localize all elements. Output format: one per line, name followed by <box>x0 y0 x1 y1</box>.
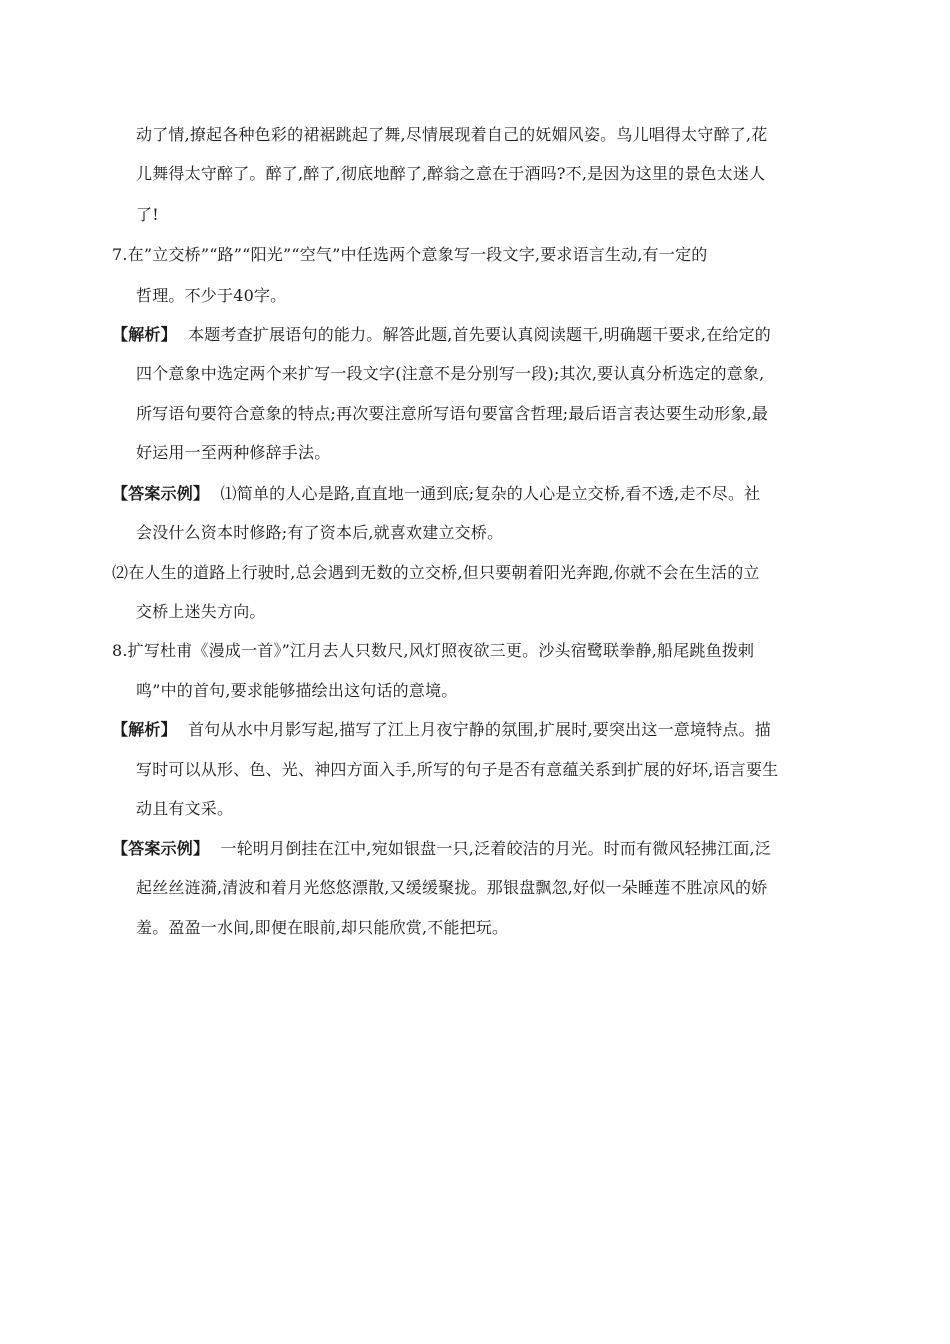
question-7-line-2: 哲理。不少于40字。 <box>136 286 287 305</box>
question-7-answer-line-3: ⑵在人生的道路上行驶时,总会遇到无数的立交桥,但只要朝着阳光奔跑,你就不会在生活的立 <box>112 563 760 582</box>
question-8-answer-first-line <box>112 839 771 859</box>
question-7-answer-line-4: 交桥上迷失方向。 <box>136 602 266 621</box>
continuation-line-2: 儿舞得太守醉了。醉了,醉了,彻底地醉了,醉翁之意在于酒吗?不,是因为这里的景色太迷人 <box>136 164 766 183</box>
question-8-analysis-line-3: 动且有文采。 <box>136 799 234 818</box>
question-8-answer-line-3: 羞。盈盈一水间,即便在眼前,却只能欣赏,不能把玩。 <box>136 918 509 937</box>
analysis-tag: 【解析】 <box>112 325 177 344</box>
question-7-analysis-line-3: 所写语句要符合意象的特点;再次要注意所写语句要富含哲理;最后语言表达要生动形象,最 <box>136 404 769 423</box>
question-7-analysis-first-line <box>112 325 771 345</box>
question-8-analysis-line-2: 写时可以从形、色、光、神四方面入手,所写的句子是否有意蕴关系到扩展的好坏,语言要生 <box>136 760 779 779</box>
question-8-answer-line-2: 起丝丝涟漪,清波和着月光悠悠漂散,又缓缓聚拢。那银盘飘忽,好似一朵睡莲不胜凉风的娇 <box>136 878 768 897</box>
continuation-line-3: 了! <box>136 205 159 224</box>
question-7-analysis-line-2: 四个意象中选定两个来扩写一段文字(注意不是分别写一段);其次,要认真分析选定的意象, <box>136 364 765 383</box>
question-8-line-2: 鸣”中的首句,要求能够描绘出这句话的意境。 <box>136 681 458 700</box>
analysis-text: 首句从水中月影写起,描写了江上月夜宁静的氛围,扩展时,要突出这一意境特点。描 <box>188 720 771 739</box>
answer-text: 一轮明月倒挂在江中,宛如银盘一只,泛着皎洁的月光。时而有微风轻拂江面,泛 <box>220 839 771 858</box>
question-8-line-1: 8.扩写杜甫《漫成一首》”江月去人只数尺,风灯照夜欲三更。沙头宿鹭联拳静,船尾跳鱼拨剌 <box>112 641 755 660</box>
answer-text: ⑴简单的人心是路,直直地一通到底;复杂的人心是立交桥,看不透,走不尽。社 <box>220 484 761 503</box>
answer-tag: 【答案示例】 <box>112 484 210 503</box>
question-7-line-1: 7.在”立交桥”“路”“阳光”“空气”中任选两个意象写一段文字,要求语言生动,有一定的 <box>112 245 708 264</box>
analysis-text: 本题考查扩展语句的能力。解答此题,首先要认真阅读题干,明确题干要求,在给定的 <box>188 325 771 344</box>
answer-tag: 【答案示例】 <box>112 839 210 858</box>
question-7-analysis-line-4: 好运用一至两种修辞手法。 <box>136 443 331 462</box>
analysis-tag: 【解析】 <box>112 720 177 739</box>
continuation-line-1: 动了情,撩起各种色彩的裙裾跳起了舞,尽情展现着自己的妩媚风姿。鸟儿唱得太守醉了,花 <box>136 125 768 144</box>
question-7-answer-first-line <box>112 484 760 504</box>
question-8-analysis-first-line <box>112 720 771 740</box>
question-7-answer-line-2: 会没什么资本时修路;有了资本后,就喜欢建立交桥。 <box>136 523 504 542</box>
